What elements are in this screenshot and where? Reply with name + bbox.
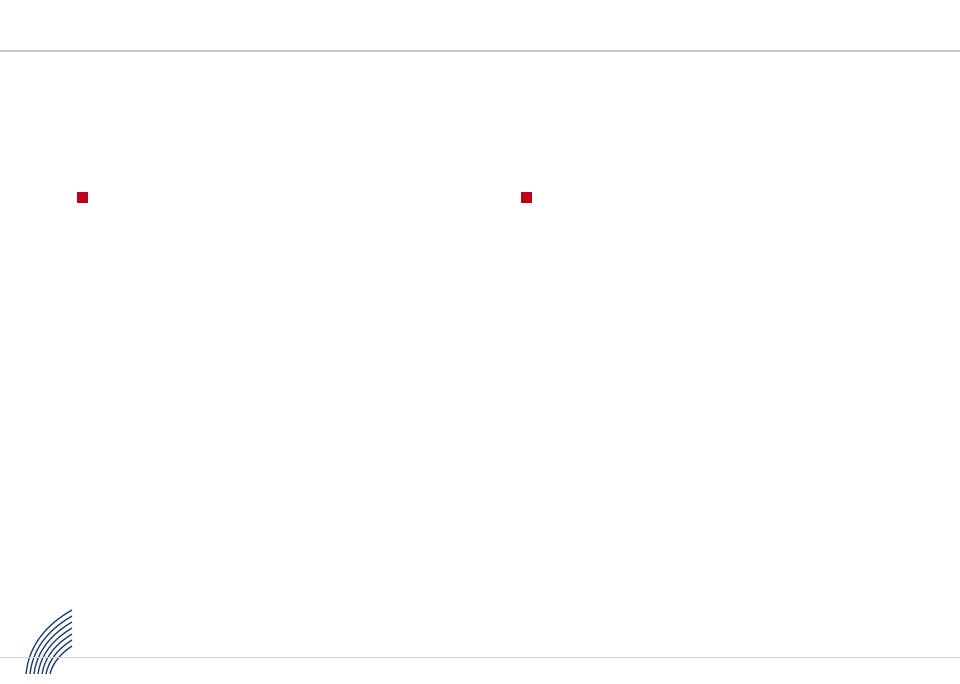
- right-column: [520, 186, 940, 192]
- slide-title-bar: [20, 6, 44, 46]
- tkk-logo-icon: [20, 604, 78, 678]
- process-chevrons: [0, 78, 960, 162]
- title-divider: [0, 50, 960, 52]
- left-column: [76, 186, 506, 192]
- process-chevron-diagram: [0, 78, 960, 162]
- footer-divider: [0, 657, 960, 658]
